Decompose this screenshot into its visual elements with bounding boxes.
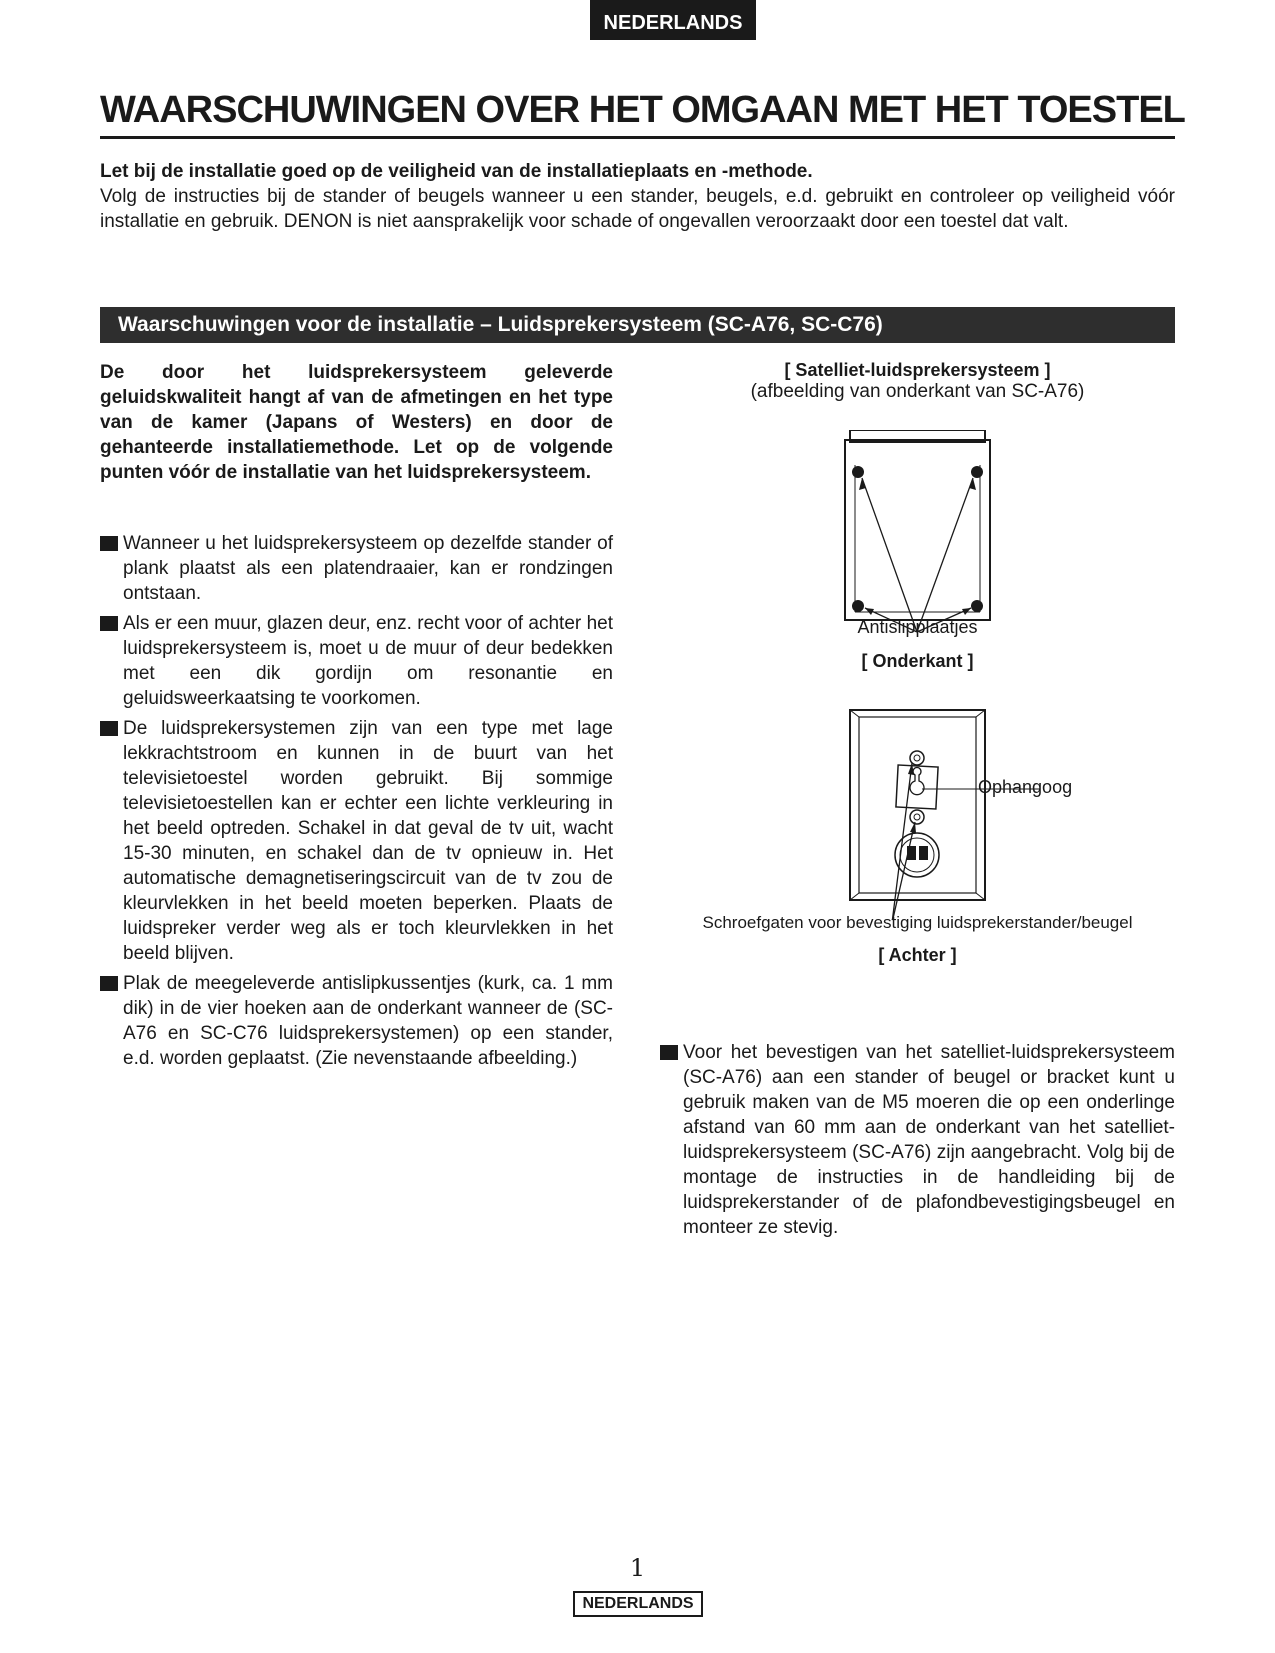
list-item bbox=[660, 1040, 1175, 1240]
figure-title: [ Satelliet-luidsprekersysteem ] bbox=[784, 360, 1051, 380]
arrowheads bbox=[859, 478, 976, 615]
list-item-text: Voor het bevestigen van het satelliet-luidsprekersysteem (SC-A76) aan een stander of beugel or bracket kunt u gebruik maken van de M5 moeren die op een onderlinge afstand van 60 mm aan de onderkant van het satelliet-luidsprekersysteem (SC-A76) zijn aangebracht. Volg bij de montage de instructies in de handleiding bij de luidsprekerstander of de plafondbevestigingsbeugel en monteer ze stevig. bbox=[683, 1042, 1175, 1238]
hanging-plate bbox=[896, 765, 938, 809]
language-tab: NEDERLANDS bbox=[590, 0, 756, 40]
antislip-label: Antislipplaatjes bbox=[857, 617, 978, 637]
antislip-pad bbox=[852, 466, 864, 478]
speaker-back-inner bbox=[859, 717, 976, 893]
list-item bbox=[100, 611, 613, 711]
screw-holes-label: Schroefgaten voor bevestiging luidsprekerstander/beugel bbox=[702, 913, 1133, 932]
list-item bbox=[100, 971, 613, 1071]
square-bullet-icon bbox=[100, 721, 118, 736]
section-header: Waarschuwingen voor de installatie – Luidsprekersysteem (SC-A76, SC-C76) bbox=[100, 307, 1175, 343]
terminal-plate bbox=[895, 833, 939, 877]
square-bullet-icon bbox=[100, 976, 118, 991]
page-title: WAARSCHUWINGEN OVER HET OMGAAN MET HET TOESTEL bbox=[100, 89, 1185, 131]
figure-block bbox=[660, 360, 1175, 403]
speaker-back-diagram bbox=[660, 705, 1175, 920]
screw-hole bbox=[910, 810, 924, 824]
page-number: 1 bbox=[629, 1554, 646, 1582]
square-bullet-icon bbox=[660, 1045, 678, 1060]
list-item bbox=[100, 531, 613, 606]
square-bullet-icon bbox=[100, 536, 118, 551]
intro-heading: Let bij de installatie goed op de veiligheid van de installatieplaats en -methode. bbox=[100, 161, 813, 182]
square-bullet-icon bbox=[100, 616, 118, 631]
left-column bbox=[100, 360, 613, 1076]
intro-block bbox=[100, 159, 1175, 234]
pointer-arrows bbox=[892, 763, 915, 920]
antislip-pad bbox=[971, 600, 983, 612]
list-item-text: Plak de meegeleverde antislipkussentjes (kurk, ca. 1 mm dik) in de vier hoeken aan de onderkant wanneer de (SC-A76 en SC-C76 luidsprekersystemen) op een stander, e.d. worden geplaatst. (Zie nevenstaande afbeelding.) bbox=[123, 973, 613, 1069]
bottom-caption: [ Onderkant ] bbox=[861, 651, 974, 671]
intro-paragraph: Volg de instructies bij de stander of beugels wanneer u een stander, beugels, e.d. gebruikt en controleer op veiligheid vóór installatie en gebruik. DENON is niet aansprakelijk voor schade of ongevallen veroorzaakt door een toestel dat valt. bbox=[100, 186, 1175, 232]
antislip-pad bbox=[852, 600, 864, 612]
list-item-text: Als er een muur, glazen deur, enz. recht voor of achter het luidsprekersysteem is, moet u de muur of deur bedekken met een dik gordijn om resonantie en geluidsweerkaatsing te voorkomen. bbox=[123, 613, 613, 709]
pointer-arrows bbox=[862, 478, 973, 632]
back-caption: [ Achter ] bbox=[878, 945, 957, 965]
speaker-body-outline bbox=[845, 440, 990, 620]
footer-language-tag: NEDERLANDS bbox=[573, 1591, 703, 1617]
list-item-text: Wanneer u het luidsprekersysteem op dezelfde stander of plank plaatst als een platendraaier, kan er rondzingen ontstaan. bbox=[123, 533, 613, 604]
title-divider bbox=[100, 136, 1175, 139]
screw-hole bbox=[910, 751, 924, 765]
list-item bbox=[100, 716, 613, 966]
list-item-text: De luidsprekersystemen zijn van een type met lage lekkrachtstroom en kunnen in de buurt van het televisietoestel worden gebruikt. Bij sommige televisietoestellen kan er echter een lichte verkleuring in het beeld optreden. Schakel in dat geval de tv uit, wacht 15-30 minuten, en schakel dan de tv opnieuw in. Het automatische demagnetiseringscircuit van de tv zou de kleurvlekken in het beeld moeten beperken. Plaats de luidspreker verder weg als er toch kleurvlekken in het beeld blijven. bbox=[123, 718, 613, 964]
lead-paragraph: De door het luidsprekersysteem geleverde geluidskwaliteit hangt af van de afmetingen en het type van de kamer (Japans of Westers) en door de gehanteerde installatiemethode. Let op de volgende punten vóór de installatie van het luidsprekersysteem. bbox=[100, 362, 613, 483]
terminal-icon bbox=[919, 846, 928, 860]
figure-subtitle: (afbeelding van onderkant van SC-A76) bbox=[750, 381, 1085, 402]
ophangoog-label: Ophangoog bbox=[978, 777, 1073, 797]
antislip-pad bbox=[971, 466, 983, 478]
